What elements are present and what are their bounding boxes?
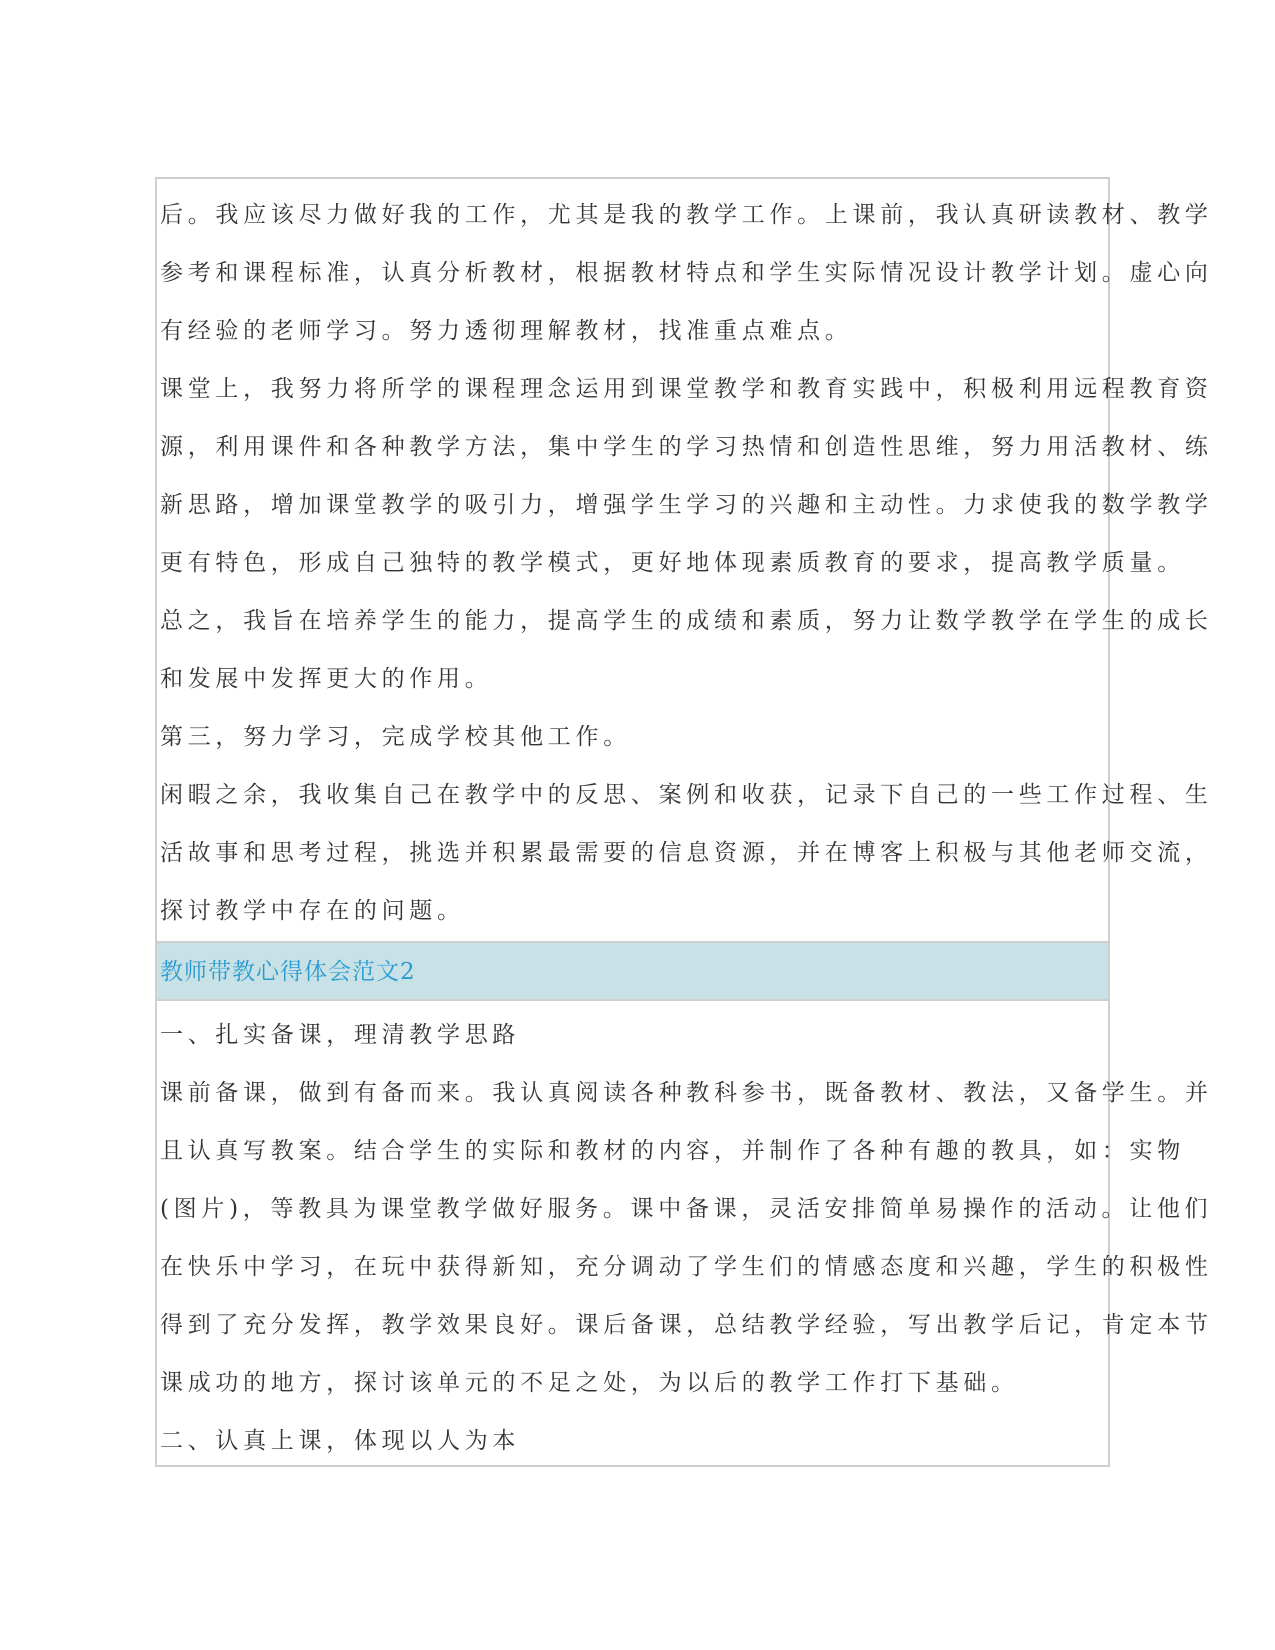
paragraph-line: 新思路，增加课堂教学的吸引力，增强学生学习的兴趣和主动性。力求使我的数学教学 (160, 492, 1213, 518)
text-cell-bottom (157, 1001, 1213, 1465)
section-heading-title: 教师带教心得体会范文2 (160, 959, 416, 985)
section-heading-cell (157, 943, 1108, 1001)
text-cell-top (157, 179, 1213, 943)
paragraph-line: 在快乐中学习，在玩中获得新知，充分调动了学生们的情感态度和兴趣，学生的积极性 (160, 1254, 1213, 1280)
paragraph-line: 源，利用课件和各种教学方法，集中学生的学习热情和创造性思维，努力用活教材、练 (160, 434, 1213, 460)
paragraph-line: 得到了充分发挥，教学效果良好。课后备课，总结教学经验，写出教学后记，肯定本节 (160, 1312, 1213, 1338)
paragraph-line: 后。我应该尽力做好我的工作，尤其是我的教学工作。上课前，我认真研读教材、教学 (160, 202, 1213, 228)
paragraph-line: 课前备课，做到有备而来。我认真阅读各种教科参书，既备教材、教法，又备学生。并 (160, 1080, 1213, 1106)
document-table (155, 177, 1213, 1467)
paragraph-line: 活故事和思考过程，挑选并积累最需要的信息资源，并在博客上积极与其他老师交流， (160, 840, 1213, 866)
paragraph-line: 闲暇之余，我收集自己在教学中的反思、案例和收获，记录下自己的一些工作过程、生 (160, 782, 1213, 808)
paragraph-line: 且认真写教案。结合学生的实际和教材的内容，并制作了各种有趣的教具，如：实物 (160, 1138, 1185, 1164)
paragraph-line: (图片)，等教具为课堂教学做好服务。课中备课，灵活安排简单易操作的活动。让他们 (160, 1196, 1213, 1222)
paragraph-line: 第三，努力学习，完成学校其他工作。 (160, 724, 631, 750)
paragraph-line: 探讨教学中存在的问题。 (160, 898, 465, 924)
subheading-line: 二、认真上课，体现以人为本 (160, 1428, 521, 1454)
paragraph-line: 总之，我旨在培养学生的能力，提高学生的成绩和素质，努力让数学教学在学生的成长 (160, 608, 1213, 634)
paragraph-line: 有经验的老师学习。努力透彻理解教材，找准重点难点。 (160, 318, 853, 344)
paragraph-line: 参考和课程标准，认真分析教材，根据教材特点和学生实际情况设计教学计划。虚心向 (160, 260, 1213, 286)
paragraph-line: 课成功的地方，探讨该单元的不足之处，为以后的教学工作打下基础。 (160, 1370, 1019, 1396)
paragraph-line: 课堂上，我努力将所学的课程理念运用到课堂教学和教育实践中，积极利用远程教育资 (160, 376, 1213, 402)
paragraph-line: 和发展中发挥更大的作用。 (160, 666, 493, 692)
subheading-line: 一、扎实备课，理清教学思路 (160, 1022, 521, 1048)
paragraph-line: 更有特色，形成自己独特的教学模式，更好地体现素质教育的要求，提高教学质量。 (160, 550, 1185, 576)
